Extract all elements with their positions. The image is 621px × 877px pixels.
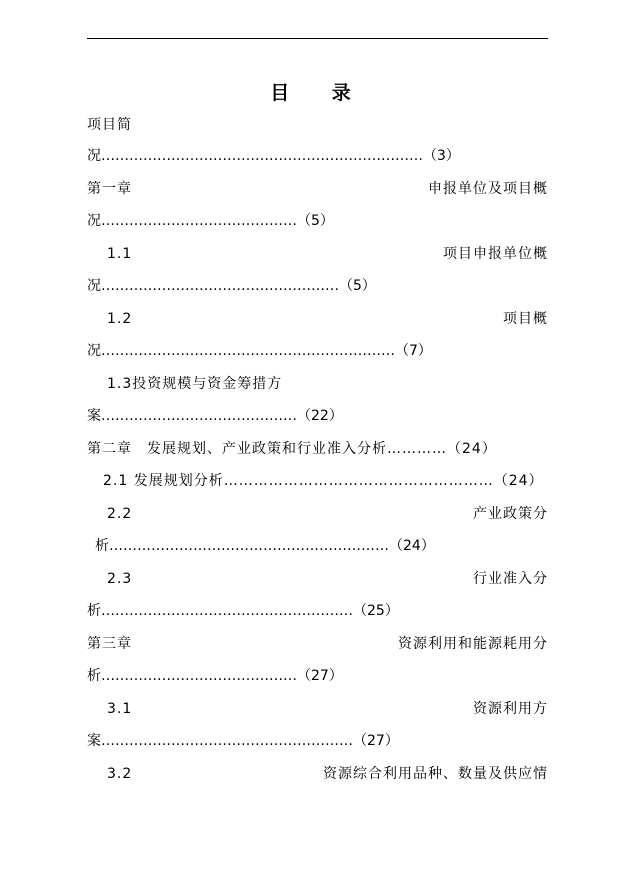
toc-entry-chapter-3 bbox=[87, 634, 548, 654]
toc-line: 案……………………………………（22） bbox=[87, 408, 343, 424]
page-title: 目 录 bbox=[270, 82, 369, 104]
toc-title: 项目申报单位概 bbox=[443, 246, 548, 262]
toc-line: 况……………………………………………………………（3） bbox=[87, 148, 460, 164]
toc-entry-3-2 bbox=[107, 764, 548, 784]
toc-entry-2-2 bbox=[107, 504, 548, 524]
toc-entry-2-3 bbox=[107, 569, 548, 589]
toc-title: 申报单位及项目概 bbox=[428, 181, 548, 197]
toc-title: 资源综合利用品种、数量及供应情 bbox=[323, 766, 548, 782]
toc-line: 况……………………………………（5） bbox=[87, 213, 334, 229]
toc-number: 2.2 bbox=[107, 506, 133, 522]
toc-number: 3.2 bbox=[107, 766, 133, 782]
toc-number: 1.1 bbox=[107, 246, 133, 262]
toc-number: 第一章 bbox=[87, 181, 132, 197]
header-rule bbox=[87, 38, 548, 39]
toc-title: 资源利用方 bbox=[473, 701, 548, 717]
toc-title: 项目概 bbox=[503, 311, 548, 327]
toc-entry-3-1 bbox=[107, 699, 548, 719]
toc-entry-2-1: 2.1 发展规划分析………………………………………………（24） bbox=[103, 473, 544, 489]
toc-entry-1-1 bbox=[107, 244, 548, 264]
toc-number: 第三章 bbox=[87, 636, 132, 652]
toc-title: 资源利用和能源耗用分 bbox=[398, 636, 548, 652]
toc-line: 1.3投资规模与资金筹措方 bbox=[107, 376, 283, 392]
toc-line: 况……………………………………………（5） bbox=[87, 278, 376, 294]
toc-line: 析……………………………………（27） bbox=[87, 668, 343, 684]
toc-line: 析………………………………………………（25） bbox=[87, 603, 399, 619]
toc-line: 况………………………………………………………（7） bbox=[87, 343, 432, 359]
toc-title: 产业政策分 bbox=[473, 506, 548, 522]
toc-line: 案………………………………………………（27） bbox=[87, 733, 399, 749]
toc-entry-1-2 bbox=[107, 309, 548, 329]
toc-entry-chapter-2: 第二章 发展规划、产业政策和行业准入分析…………（24） bbox=[87, 441, 497, 457]
toc-line: 项目简 bbox=[87, 117, 132, 133]
toc-number: 1.2 bbox=[107, 311, 133, 327]
toc-number: 2.3 bbox=[107, 571, 133, 587]
toc-entry-chapter-1 bbox=[87, 179, 548, 199]
toc-line: 析……………………………………………………（24） bbox=[95, 538, 435, 554]
toc-title: 行业准入分 bbox=[473, 571, 548, 587]
toc-number: 3.1 bbox=[107, 701, 133, 717]
